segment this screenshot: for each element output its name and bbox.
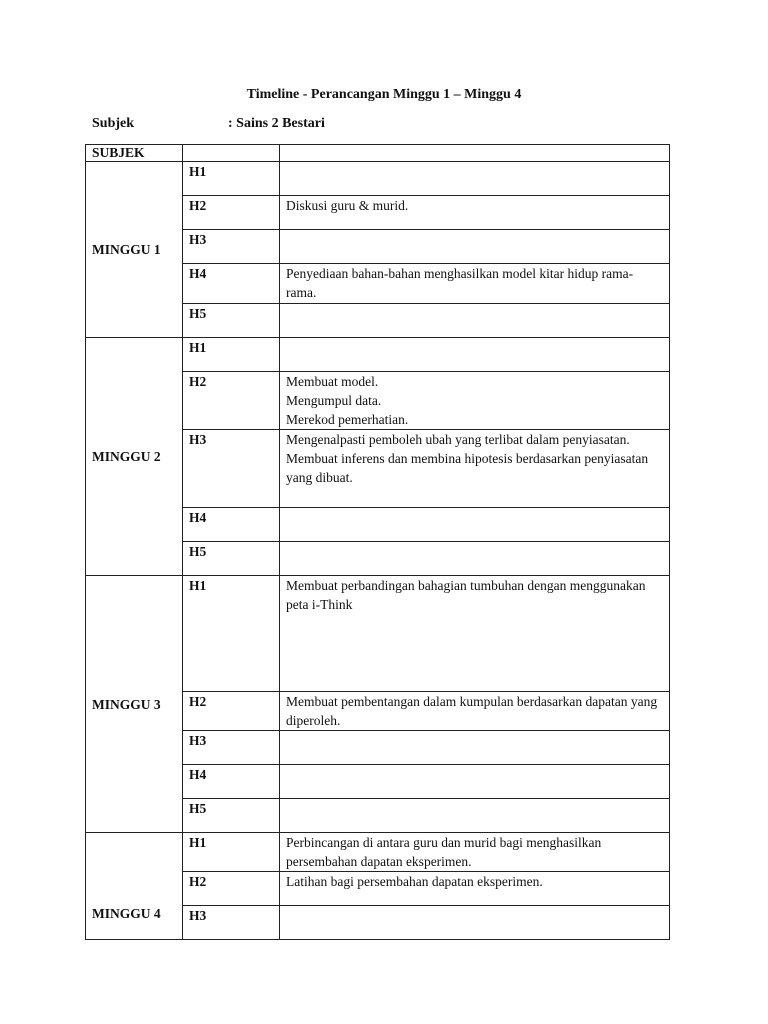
table-header-blank (183, 145, 280, 162)
day-note (280, 230, 670, 264)
day-label: H3 (183, 430, 280, 508)
day-label: H4 (183, 765, 280, 799)
day-label: H1 (183, 576, 280, 692)
day-note (280, 731, 670, 765)
day-note: Mengenalpasti pemboleh ubah yang terlibat dalam penyiasatan. Membuat inferens dan membina hipotesis berdasarkan penyiasatan yang dibuat. (280, 430, 670, 508)
day-label: H3 (183, 731, 280, 765)
day-label: H5 (183, 304, 280, 338)
day-label: H5 (183, 799, 280, 833)
subject-label: Subjek (92, 116, 135, 131)
table-header-blank (280, 145, 670, 162)
day-note: Penyediaan bahan-bahan menghasilkan model kitar hidup rama-rama. (280, 264, 670, 304)
day-label: H4 (183, 264, 280, 304)
day-note (280, 304, 670, 338)
week-label: MINGGU 3 (86, 576, 183, 833)
day-label: H2 (183, 196, 280, 230)
day-note (280, 906, 670, 940)
day-note: Latihan bagi persembahan dapatan eksperimen. (280, 872, 670, 906)
day-note (280, 765, 670, 799)
day-label: H2 (183, 372, 280, 430)
table-header-row (86, 145, 670, 162)
day-label: H5 (183, 542, 280, 576)
day-label: H2 (183, 692, 280, 731)
week-label: MINGGU 1 (86, 162, 183, 338)
day-label: H4 (183, 508, 280, 542)
table-row (86, 162, 670, 196)
table-row (86, 833, 670, 872)
table-row (86, 338, 670, 372)
day-label: H3 (183, 230, 280, 264)
day-label: H1 (183, 162, 280, 196)
day-note: Membuat perbandingan bahagian tumbuhan dengan menggunakan peta i-Think (280, 576, 670, 692)
day-note: Membuat model. Mengumpul data. Merekod pemerhatian. (280, 372, 670, 430)
document-title: Timeline - Perancangan Minggu 1 – Minggu 4 (246, 87, 522, 102)
table-row (86, 576, 670, 692)
day-note (280, 542, 670, 576)
day-note: Perbincangan di antara guru dan murid bagi menghasilkan persembahan dapatan eksperimen. (280, 833, 670, 872)
week-label: MINGGU 4 (86, 833, 183, 940)
day-note (280, 799, 670, 833)
subject-value: : Sains 2 Bestari (228, 116, 325, 131)
day-label: H2 (183, 872, 280, 906)
week-label: MINGGU 2 (86, 338, 183, 576)
table-header-subjek: SUBJEK (86, 145, 183, 162)
day-label: H3 (183, 906, 280, 940)
day-label: H1 (183, 338, 280, 372)
day-note: Membuat pembentangan dalam kumpulan berdasarkan dapatan yang diperoleh. (280, 692, 670, 731)
day-note (280, 338, 670, 372)
day-note (280, 508, 670, 542)
timeline-table (85, 144, 670, 940)
day-note: Diskusi guru & murid. (280, 196, 670, 230)
day-label: H1 (183, 833, 280, 872)
day-note (280, 162, 670, 196)
